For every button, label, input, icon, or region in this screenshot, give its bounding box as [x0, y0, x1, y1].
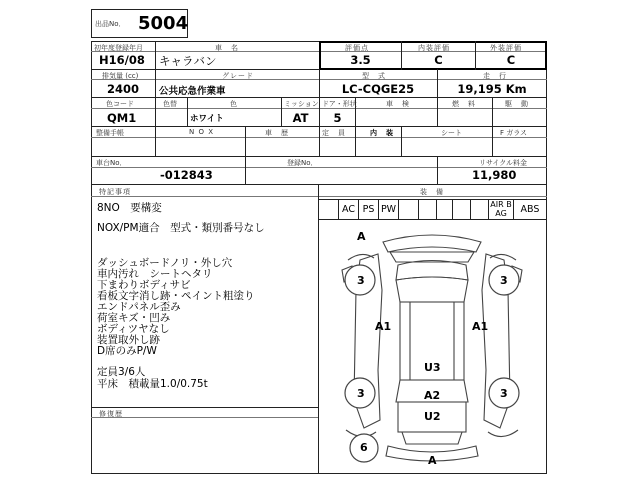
note-line: D席のみP/W — [97, 345, 157, 357]
lot-number: 5004 — [138, 13, 189, 34]
note-line: 下まわりボディサビ — [97, 279, 191, 291]
damage-front: A — [357, 230, 366, 243]
label-color-code: 色コード — [106, 100, 134, 108]
color-code-value: QM1 — [107, 111, 137, 125]
damage-rear: A — [428, 454, 437, 467]
note-line: 装置取外し跡 — [97, 334, 160, 346]
color-value: ホワイト — [190, 114, 224, 124]
model-code-value: LC-CQGE25 — [341, 82, 415, 96]
label-transmission: ミッション — [284, 100, 319, 108]
note-line: 定員3/6人 — [97, 366, 146, 378]
label-reg-no: 登録No． — [287, 159, 318, 167]
grade-value: 公共応急作業車 — [159, 86, 226, 97]
equipment-ac: AC — [342, 204, 355, 215]
label-recycle: リサイクル料金 — [479, 159, 528, 167]
equipment-title: 装 備 — [420, 188, 444, 196]
damage-right-rear-wheel: 3 — [500, 387, 508, 400]
label-chassis-no: 車台No． — [96, 159, 127, 167]
lot-label: 出品No． — [95, 20, 126, 28]
note-line: 平床 積載量1.0/0.75t — [97, 378, 208, 390]
label-exterior: 外装評価 — [490, 44, 522, 52]
chassis-no-value: -012843 — [160, 168, 213, 182]
note-line: NOX/PM適合 型式・類別番号なし — [97, 222, 265, 234]
note-line: ダッシュボードノリ・外し穴 — [97, 257, 233, 269]
damage-spare: 6 — [360, 441, 368, 454]
damage-right-front-wheel: 3 — [500, 274, 508, 287]
note-line: ボディツヤなし — [97, 323, 170, 335]
label-color: 色 — [230, 100, 238, 108]
mileage-value: 19,195 Km — [457, 82, 527, 96]
damage-left-side: A1 — [375, 320, 392, 333]
equipment-airbag: AIR BAG — [490, 200, 512, 218]
note-line: エンドパネル歪み — [97, 301, 181, 313]
transmission-value: AT — [292, 111, 309, 125]
label-capacity: 定 員 — [322, 129, 346, 137]
label-seat: シート — [441, 129, 462, 137]
damage-roof: U3 — [424, 361, 441, 374]
label-car-name: 車 名 — [215, 44, 239, 52]
label-first-reg: 初年度登録年月 — [94, 44, 143, 52]
note-line: 8NO 要構変 — [97, 202, 162, 214]
notes-title: 特記事項 — [99, 188, 131, 196]
label-inspection: 車 検 — [386, 100, 410, 108]
label-history: 車 歴 — [265, 129, 289, 137]
label-drive: 駆 動 — [505, 100, 529, 108]
damage-left-front-wheel: 3 — [357, 274, 365, 287]
label-grade: グレード — [222, 72, 254, 80]
car-name-value: キャラバン — [159, 54, 217, 68]
damage-right-side: A1 — [472, 320, 489, 333]
damage-left-rear-wheel: 3 — [357, 387, 365, 400]
repair-title: 修復歴 — [99, 410, 123, 418]
note-line: 車内汚れ シートヘタリ — [97, 268, 213, 280]
note-line: 看板文字消し跡・ペイント粗塗り — [97, 290, 255, 302]
label-displacement: 排気量 (cc) — [102, 72, 139, 80]
damage-rear-upper: A2 — [424, 389, 441, 402]
label-mileage: 走 行 — [483, 72, 507, 80]
exterior-value: C — [506, 53, 516, 67]
label-model-code: 型 式 — [362, 72, 386, 80]
label-windshield: F ガラス — [500, 129, 528, 137]
doors-value: 5 — [333, 111, 342, 125]
label-doors: ドア・形状 — [322, 100, 357, 108]
label-interior: 内装評価 — [418, 44, 450, 52]
equipment-abs: ABS — [520, 204, 540, 215]
label-color-change: 色替 — [163, 100, 177, 108]
label-fuel: 燃 料 — [452, 100, 476, 108]
label-nox: N O X — [189, 128, 214, 136]
equipment-pw: PW — [380, 204, 397, 215]
equipment-row — [318, 199, 547, 220]
score-value: 3.5 — [350, 53, 371, 67]
equipment-ps: PS — [362, 204, 375, 215]
lot-box — [91, 9, 188, 38]
damage-rear-door: U2 — [424, 410, 441, 423]
first-reg-value: H16/08 — [99, 53, 145, 67]
car-damage-diagram — [318, 220, 547, 474]
label-service-book: 整備手帳 — [96, 129, 124, 137]
label-interior-2: 内 装 — [370, 129, 394, 137]
note-line: 荷室キズ・凹み — [97, 312, 171, 324]
displacement-value: 2400 — [107, 82, 140, 96]
recycle-fee-value: 11,980 — [472, 168, 517, 182]
label-score: 評価点 — [345, 44, 369, 52]
interior-value: C — [434, 53, 443, 67]
